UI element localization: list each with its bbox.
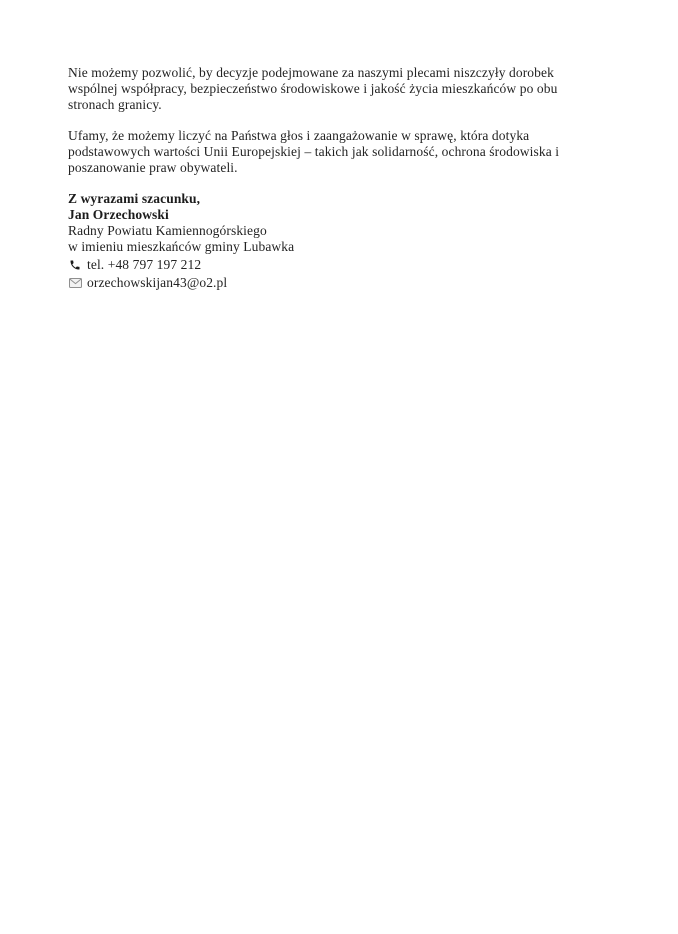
phone-receiver-icon [68,258,82,272]
email-line [68,275,620,291]
signature-on-behalf: w imieniu mieszkańców gminy Lubawka [68,239,295,254]
email-address: orzechowskijan43@o2.pl [87,275,228,290]
phone-line [68,257,620,273]
paragraph-1-line: wspólnej współpracy, bezpieczeństwo środowiskowe i jakość życia mieszkańców po obu [68,81,558,96]
paragraph-2-line: poszanowanie praw obywateli. [68,160,238,175]
letter-body [68,65,620,291]
paragraph-1-line: stronach granicy. [68,97,162,112]
phone-number: tel. +48 797 197 212 [87,257,202,272]
signature-title: Radny Powiatu Kamiennogórskiego [68,223,267,238]
paragraph-2 [68,128,620,176]
signature-name: Jan Orzechowski [68,207,169,222]
envelope-icon [68,276,82,290]
signature-block [68,191,620,291]
paragraph-2-line: Ufamy, że możemy liczyć na Państwa głos i zaangażowanie w sprawę, która dotyka [68,128,530,143]
paragraph-2-line: podstawowych wartości Unii Europejskiej – takich jak solidarność, ochrona środowiska i [68,144,560,159]
paragraph-1-line: Nie możemy pozwolić, by decyzje podejmowane za naszymi plecami niszczyły dorobek [68,65,554,80]
paragraph-1 [68,65,620,113]
signature-closing: Z wyrazami szacunku, [68,191,201,206]
